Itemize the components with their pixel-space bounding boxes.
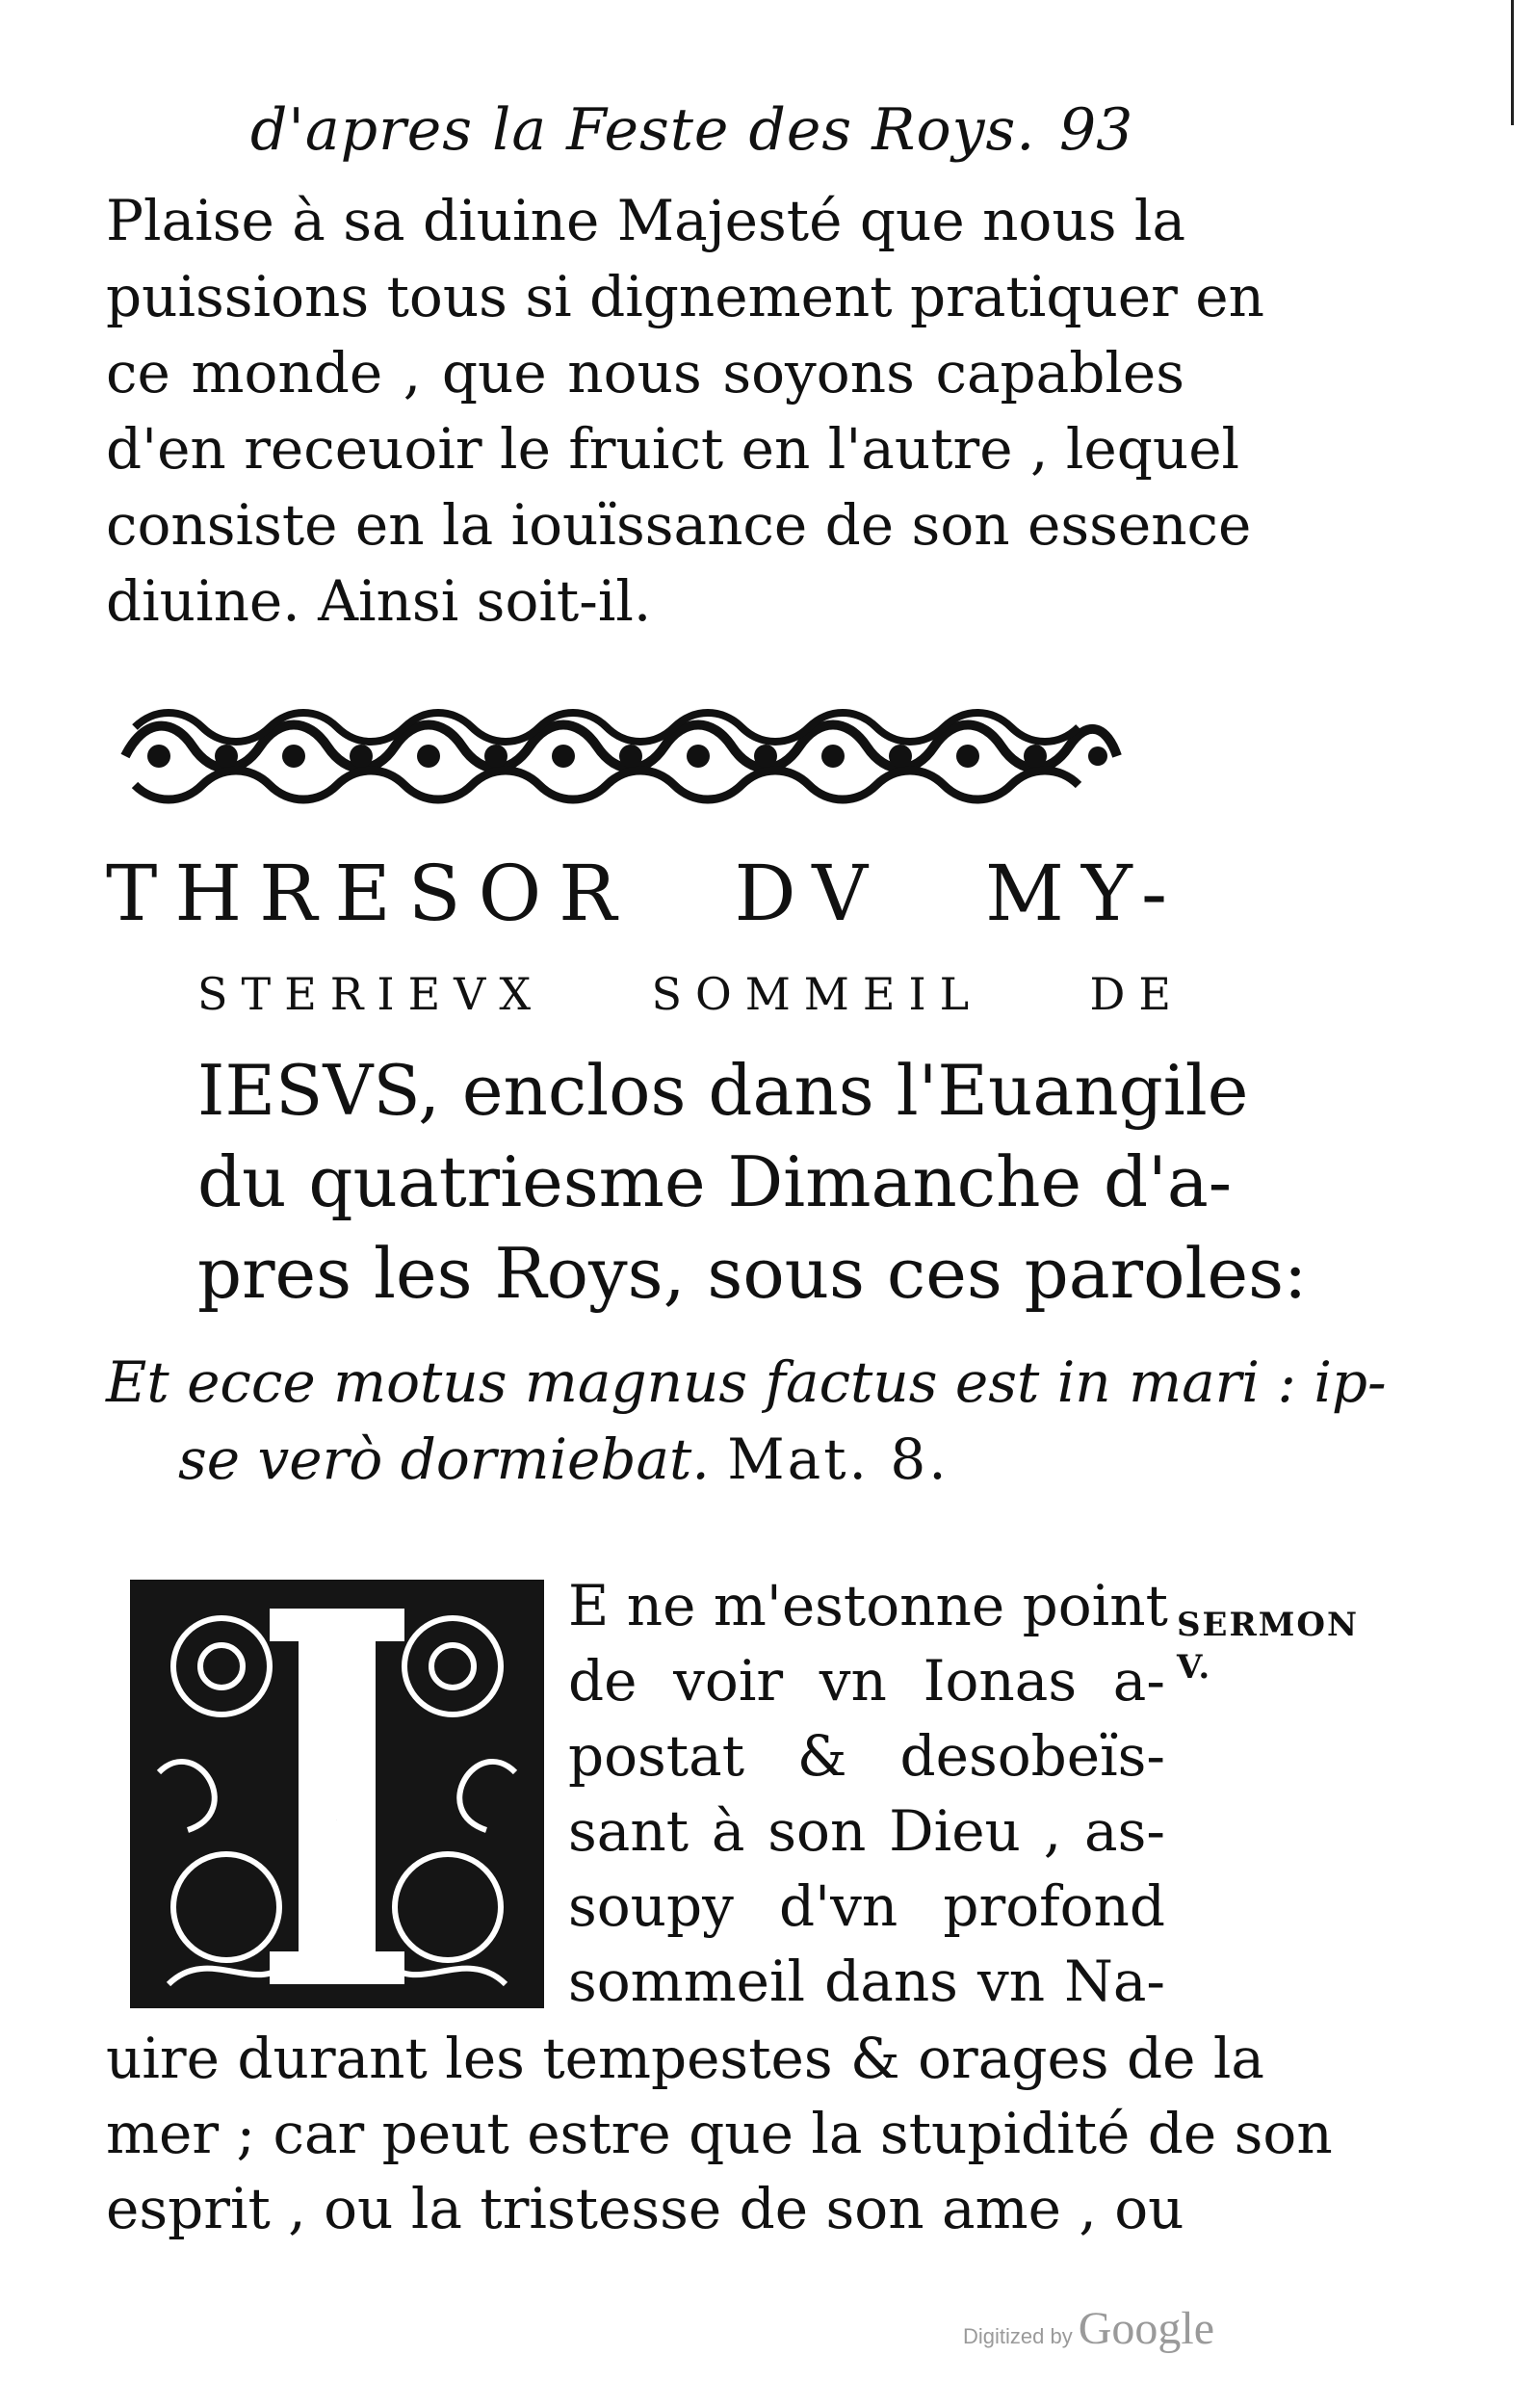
title-line: IESVS, enclos dans l'Euangile [197, 1050, 1249, 1131]
quote-line: Et ecce motus magnus factus est in mari : ip- [106, 1349, 1387, 1415]
scripture-reference: Mat. 8. [727, 1426, 950, 1492]
text-line: ce monde , que nous soyons capables [106, 340, 1184, 406]
text-line: E ne m'estonne point [568, 1573, 1168, 1638]
margin-note-label: SERMON [1177, 1606, 1360, 1644]
text-line: de voir vn Ionas a- [568, 1648, 1165, 1714]
closing-paragraph [106, 183, 1264, 640]
text-line: sant à son Dieu , as- [568, 1798, 1165, 1864]
digitization-credit [963, 2302, 1214, 2355]
text-line: consiste en la iouïssance de son essence [106, 492, 1252, 558]
drop-cap-letter: I [336, 1820, 338, 1821]
drop-cap-initial [130, 1580, 544, 2008]
body-continuation [106, 2021, 1333, 2246]
margin-note [1177, 1604, 1359, 1688]
page-number: 93 [1059, 96, 1133, 164]
text-line: sommeil dans vn Na- [568, 1949, 1165, 2014]
title-line: THRESOR DV MY- [106, 849, 1184, 938]
quote-line: se verò dormiebat. [178, 1426, 710, 1492]
page-edge [1511, 0, 1535, 125]
title-line: pres les Roys, sous ces paroles: [197, 1233, 1308, 1314]
text-line: soupy d'vn profond [568, 1873, 1165, 1939]
title-line: du quatriesme Dimanche d'a- [197, 1141, 1233, 1222]
margin-note-number: V. [1177, 1648, 1212, 1687]
running-head-title: d'apres la Feste des Roys. [250, 96, 1036, 164]
scripture-quote [106, 1344, 1387, 1498]
text-line: puissions tous si dignement pratiquer en [106, 264, 1264, 329]
text-line: uire durant les tempestes & orages de la [106, 2026, 1264, 2091]
ornamental-band [116, 689, 1127, 824]
text-line: postat & desobeïs- [568, 1723, 1165, 1789]
text-line: Plaise à sa diuine Majesté que nous la [106, 188, 1186, 253]
sermon-title [106, 843, 1308, 1320]
text-line: diuine. Ainsi soit-il. [106, 568, 652, 634]
quote-line-last [178, 1421, 1184, 1498]
opening-lines [568, 1568, 1168, 2019]
text-line: d'en receuoir le fruict en l'autre , lequel [106, 416, 1240, 482]
text-line: esprit , ou la tristesse de son ame , ou [106, 2176, 1184, 2241]
running-head [183, 96, 1146, 183]
google-wordmark: Google [1078, 2303, 1215, 2354]
digitized-by-label: Digitized by [963, 2324, 1073, 2348]
title-line: STERIEVX SOMMEIL DE [197, 968, 1184, 1020]
text-line: mer ; car peut estre que la stupidité de son [106, 2101, 1333, 2166]
